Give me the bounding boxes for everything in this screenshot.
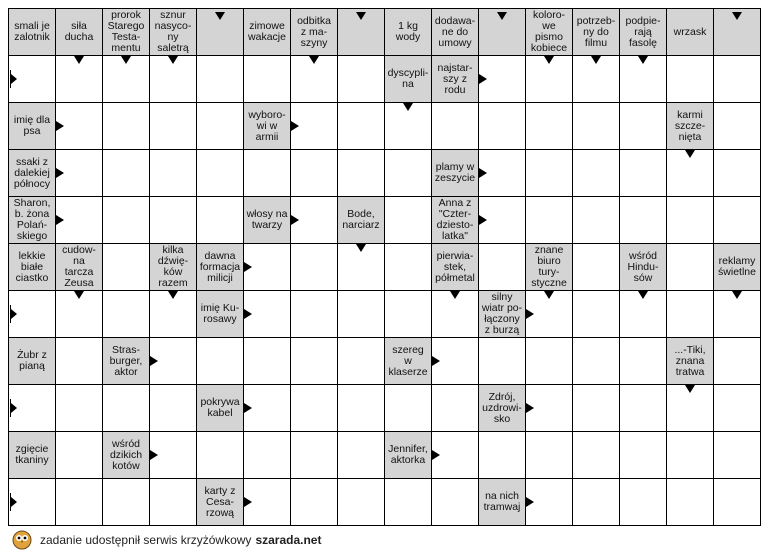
answer-cell[interactable] [290,290,338,338]
answer-cell[interactable] [149,102,197,150]
clue-cell [102,8,150,56]
answer-cell[interactable] [290,196,338,244]
site-link[interactable]: szarada.net [255,533,322,547]
clue-text: Anna z "Czter- dziesto- latka" [436,197,474,242]
clue-cell [713,243,761,291]
clue-text: zgięcie tkaniny [15,443,49,466]
answer-cell[interactable] [196,196,244,244]
answer-cell[interactable] [290,149,338,197]
clue-text: pierwia- stek, półmetal [435,249,475,284]
answer-cell[interactable] [713,102,761,150]
answer-cell[interactable] [337,384,385,432]
start-marker-icon [10,305,18,323]
answer-cell[interactable] [431,478,479,526]
clue-cell [102,431,150,479]
answer-cell[interactable] [478,196,526,244]
answer-cell[interactable] [713,196,761,244]
answer-cell[interactable] [55,337,103,385]
answer-cell[interactable] [666,478,714,526]
answer-cell[interactable] [619,290,667,338]
answer-cell[interactable] [149,196,197,244]
answer-cell[interactable] [478,102,526,150]
answer-cell[interactable] [243,55,291,103]
answer-cell[interactable] [572,337,620,385]
clue-cell [619,243,667,291]
answer-cell[interactable] [572,431,620,479]
answer-cell[interactable] [102,243,150,291]
answer-cell[interactable] [572,290,620,338]
answer-cell[interactable] [431,290,479,338]
answer-cell[interactable] [55,55,103,103]
answer-cell[interactable] [431,431,479,479]
clue-cell [666,337,714,385]
clue-cell [196,243,244,291]
answer-cell[interactable] [525,290,573,338]
answer-cell[interactable] [572,478,620,526]
answer-cell[interactable] [478,243,526,291]
answer-cell[interactable] [243,478,291,526]
clue-text: imię Ku- rosawy [200,302,240,325]
answer-cell[interactable] [525,149,573,197]
answer-cell[interactable] [619,337,667,385]
answer-cell[interactable] [55,478,103,526]
answer-cell[interactable] [431,102,479,150]
answer-cell[interactable] [149,337,197,385]
clue-cell [8,431,56,479]
answer-cell[interactable] [243,290,291,338]
clue-text: Bode, narciarz [342,208,380,231]
clue-cell [8,243,56,291]
clue-cell [572,8,620,56]
answer-cell[interactable] [572,196,620,244]
answer-cell[interactable] [619,196,667,244]
clue-cell [8,8,56,56]
answer-cell[interactable] [337,290,385,338]
clue-text: karty z Cesa- rzową [204,484,236,519]
answer-cell[interactable] [525,102,573,150]
answer-cell[interactable] [243,431,291,479]
clue-text: wśród dzikich kotów [109,437,143,472]
answer-cell[interactable] [290,384,338,432]
answer-cell[interactable] [55,102,103,150]
clue-text: szereg w klaserze [388,343,428,378]
clue-cell [384,431,432,479]
clue-text: cudow- na tarcza Zeusa [62,244,96,289]
answer-cell[interactable] [713,337,761,385]
answer-cell[interactable] [384,149,432,197]
clue-text: zimowe wakacje [248,20,286,43]
answer-cell[interactable] [243,149,291,197]
answer-cell[interactable] [478,431,526,479]
answer-cell[interactable] [337,102,385,150]
footer-text: zadanie udostępnił serwis krzyżówkowy [40,533,252,547]
answer-cell[interactable] [243,384,291,432]
answer-cell[interactable] [666,149,714,197]
clue-cell [243,102,291,150]
answer-cell[interactable] [290,478,338,526]
answer-cell[interactable] [713,478,761,526]
clue-text: potrzeb- ny do filmu [576,14,616,49]
clue-text: karmi szcze- nięta [674,108,706,143]
clue-text: pokrywa kabel [200,396,240,419]
answer-cell[interactable] [478,337,526,385]
answer-cell[interactable] [713,55,761,103]
clue-cell [196,478,244,526]
answer-cell[interactable] [196,149,244,197]
answer-cell[interactable] [525,337,573,385]
answer-cell[interactable] [337,337,385,385]
clue-cell [243,196,291,244]
clue-cell [8,337,56,385]
clue-text: dodawa- ne do umowy [434,14,476,49]
answer-cell[interactable] [337,149,385,197]
clue-text: włosy na twarzy [246,208,288,231]
answer-cell[interactable] [713,149,761,197]
clue-text: Stras- burger, aktor [109,343,143,378]
clue-cell [290,8,338,56]
answer-cell[interactable] [619,431,667,479]
answer-cell[interactable] [149,55,197,103]
clue-text: 1 kg wody [395,20,421,43]
clue-cell [525,8,573,56]
clue-cell [102,337,150,385]
clue-cell [431,8,479,56]
clue-text: koloro- we pismo kobiece [530,9,568,54]
answer-cell[interactable] [102,196,150,244]
clue-text: reklamy świetlne [718,255,756,278]
answer-cell[interactable] [102,55,150,103]
owl-logo-icon [12,530,32,550]
answer-cell[interactable] [102,149,150,197]
answer-cell[interactable] [525,55,573,103]
answer-cell[interactable] [337,478,385,526]
answer-cell[interactable] [666,431,714,479]
answer-cell[interactable] [384,384,432,432]
answer-cell[interactable] [196,431,244,479]
answer-cell[interactable] [666,243,714,291]
clue-cell [196,8,244,56]
clue-cell [8,149,56,197]
clue-cell [196,384,244,432]
clue-cell [478,478,526,526]
clue-cell [55,243,103,291]
answer-cell[interactable] [666,384,714,432]
answer-cell[interactable] [572,55,620,103]
answer-cell[interactable] [55,384,103,432]
answer-cell[interactable] [384,290,432,338]
clue-text: dyscypli- na [387,67,429,90]
answer-cell[interactable] [290,337,338,385]
answer-cell[interactable] [666,55,714,103]
start-marker-icon [10,493,18,511]
answer-cell[interactable] [619,149,667,197]
clue-cell [619,8,667,56]
clue-text: na nich tramwaj [483,490,521,513]
clue-cell [149,243,197,291]
clue-text: imię dla psa [13,114,51,137]
clue-cell [196,290,244,338]
clue-cell [384,8,432,56]
answer-cell[interactable] [666,196,714,244]
answer-cell[interactable] [149,478,197,526]
clue-cell [384,55,432,103]
answer-cell[interactable] [619,55,667,103]
clue-cell [384,337,432,385]
answer-cell[interactable] [525,478,573,526]
crossword-board [8,8,760,525]
answer-cell[interactable] [55,290,103,338]
clue-cell [431,196,479,244]
answer-cell[interactable] [196,102,244,150]
answer-cell[interactable] [102,290,150,338]
answer-cell[interactable] [619,478,667,526]
answer-cell[interactable] [478,149,526,197]
answer-cell[interactable] [337,243,385,291]
answer-cell[interactable] [55,149,103,197]
clue-text: ssaki z dalekiej północy [13,155,51,190]
answer-cell[interactable] [149,290,197,338]
answer-cell[interactable] [55,196,103,244]
answer-cell[interactable] [478,55,526,103]
start-marker-icon [10,70,18,88]
clue-cell [431,243,479,291]
clue-cell [525,243,573,291]
answer-cell[interactable] [102,102,150,150]
answer-cell[interactable] [666,290,714,338]
answer-cell[interactable] [384,243,432,291]
clue-text: Sharon, b. żona Polań- skiego [13,197,51,242]
clue-text: silny wiatr po- łączony z burzą [481,291,523,336]
answer-cell[interactable] [196,55,244,103]
answer-cell[interactable] [431,384,479,432]
clue-cell [666,8,714,56]
clue-cell [243,8,291,56]
clue-text: dawna formacja milicji [199,249,241,284]
clue-cell [8,102,56,150]
clue-text: lekkie białe ciastko [15,249,49,284]
answer-cell[interactable] [55,431,103,479]
answer-cell[interactable] [243,243,291,291]
clue-cell [337,8,385,56]
answer-cell[interactable] [619,102,667,150]
clue-text: sznur nasyco- ny saletrą [154,9,192,54]
clue-cell [478,290,526,338]
clue-cell [431,55,479,103]
answer-cell[interactable] [619,384,667,432]
answer-cell[interactable] [337,431,385,479]
answer-cell[interactable] [149,384,197,432]
clue-text: prorok Starego Testa- mentu [107,9,145,54]
clue-text: najstar- szy z rodu [437,61,473,96]
clue-text: wyboro- wi w armii [248,108,286,143]
clue-cell [55,8,103,56]
answer-cell[interactable] [102,384,150,432]
clue-text: ...-Tiki, znana tratwa [674,343,706,378]
clue-text: siła ducha [64,20,94,43]
clue-text: wrzask [673,25,707,38]
answer-cell[interactable] [290,102,338,150]
clue-cell [713,8,761,56]
start-marker-icon [10,399,18,417]
answer-cell[interactable] [337,55,385,103]
answer-cell[interactable] [149,149,197,197]
answer-cell[interactable] [572,384,620,432]
clue-text: podpie- rają fasolę [625,14,661,49]
answer-cell[interactable] [243,337,291,385]
answer-cell[interactable] [102,478,150,526]
answer-cell[interactable] [384,478,432,526]
clue-text: odbitka z ma- szyny [297,14,331,49]
clue-cell [666,102,714,150]
clue-text: Żubr z pianą [17,349,47,372]
answer-cell[interactable] [713,290,761,338]
answer-cell[interactable] [431,337,479,385]
clue-text: znane biuro tury- styczne [531,244,567,289]
answer-cell[interactable] [290,243,338,291]
answer-cell[interactable] [384,102,432,150]
answer-cell[interactable] [525,384,573,432]
answer-cell[interactable] [525,431,573,479]
answer-cell[interactable] [196,337,244,385]
clue-cell [478,384,526,432]
footer [12,529,321,551]
clue-cell [431,149,479,197]
clue-text: kilka dźwię- ków razem [157,244,189,289]
clue-text: plamy w zeszycie [434,161,476,184]
answer-cell[interactable] [525,196,573,244]
answer-cell[interactable] [149,431,197,479]
clue-text: Zdrój, uzdrowi- sko [482,390,522,425]
answer-cell[interactable] [713,384,761,432]
clue-cell [478,8,526,56]
answer-cell[interactable] [384,196,432,244]
clue-text: wśród Hindu- sów [627,249,659,284]
answer-cell[interactable] [713,431,761,479]
answer-cell[interactable] [572,102,620,150]
clue-text: smali je zalotnik [14,20,50,43]
answer-cell[interactable] [572,243,620,291]
clue-cell [149,8,197,56]
clue-cell [337,196,385,244]
clue-text: Jennifer, aktorka [388,443,428,466]
answer-cell[interactable] [290,55,338,103]
answer-cell[interactable] [290,431,338,479]
answer-cell[interactable] [572,149,620,197]
clue-cell [8,196,56,244]
